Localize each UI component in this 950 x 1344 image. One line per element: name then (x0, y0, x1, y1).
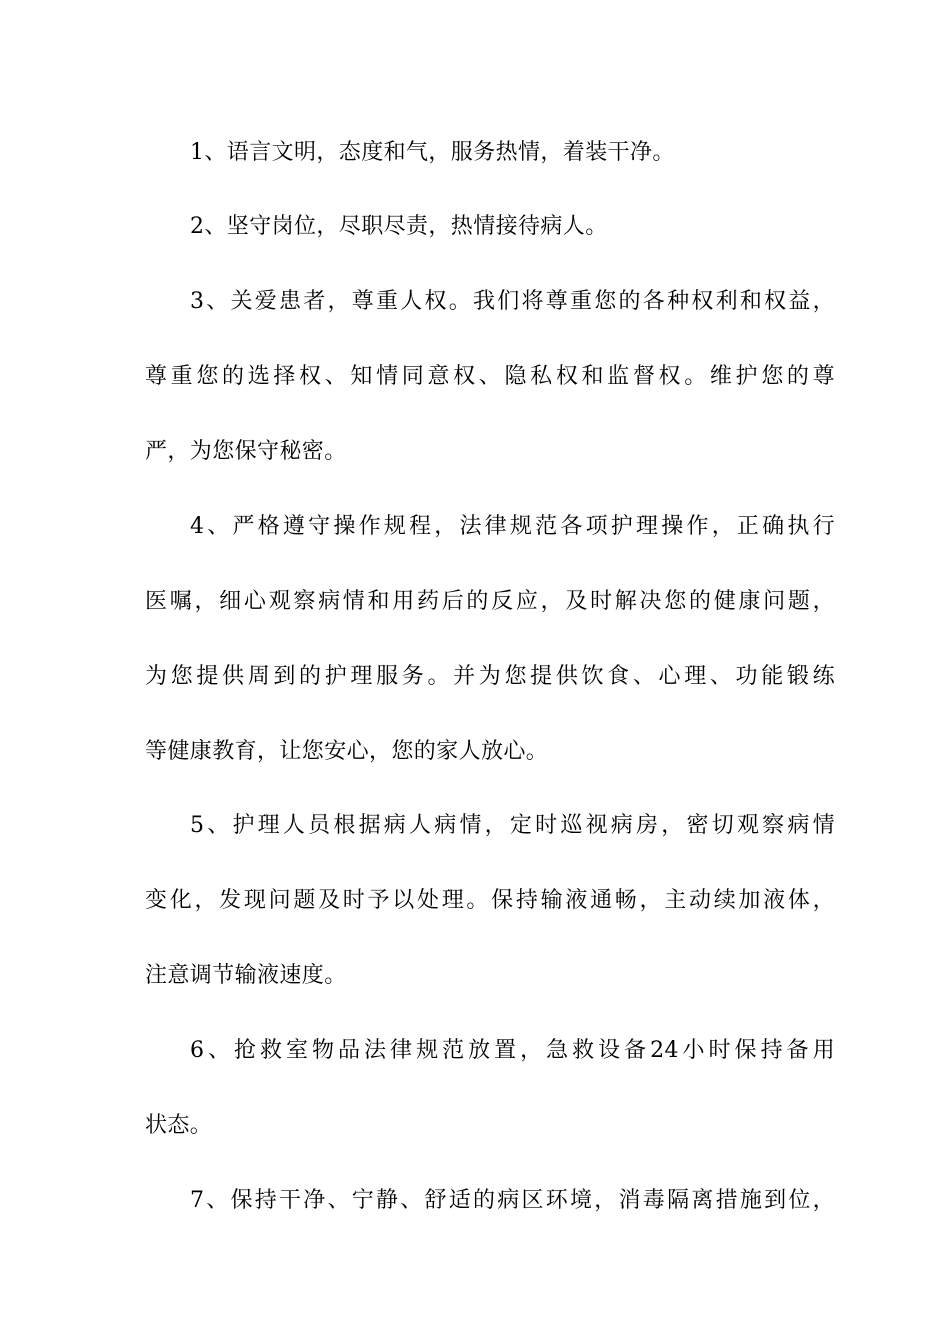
item-7-line-1: 7、保持干净、宁静、舒适的病区环境，消毒隔离措施到位， (190, 1188, 835, 1213)
item-3-line-1: 3、关爱患者，尊重人权。我们将尊重您的各种权利和权益， (190, 289, 835, 314)
item-4-line-2: 医嘱，细心观察病情和用药后的反应，及时解决您的健康问题， (145, 589, 835, 614)
item-5-line-2: 变化，发现问题及时予以处理。保持输液通畅，主动续加液体， (145, 888, 835, 913)
item-4-line-4: 等健康教育，让您安心，您的家人放心。 (145, 739, 549, 764)
item-5-line-3: 注意调节输液速度。 (145, 963, 347, 988)
item-4-line-1: 4、严格遵守操作规程，法律规范各项护理操作，正确执行 (190, 514, 835, 539)
item-5-line-1: 5、护理人员根据病人病情，定时巡视病房，密切观察病情 (190, 813, 835, 838)
item-1-line: 1、语言文明，态度和气，服务热情，着装干净。 (190, 140, 675, 165)
item-2-line: 2、坚守岗位，尽职尽责，热情接待病人。 (190, 214, 608, 239)
item-4-line-3: 为您提供周到的护理服务。并为您提供饮食、心理、功能锻练 (145, 664, 835, 689)
item-6-line-2: 状态。 (145, 1113, 213, 1138)
item-3-line-3: 严，为您保守秘密。 (145, 439, 347, 464)
item-3-line-2: 尊重您的选择权、知情同意权、隐私权和监督权。维护您的尊 (145, 364, 835, 389)
item-6-line-1: 6、抢救室物品法律规范放置，急救设备24小时保持备用 (190, 1038, 835, 1063)
